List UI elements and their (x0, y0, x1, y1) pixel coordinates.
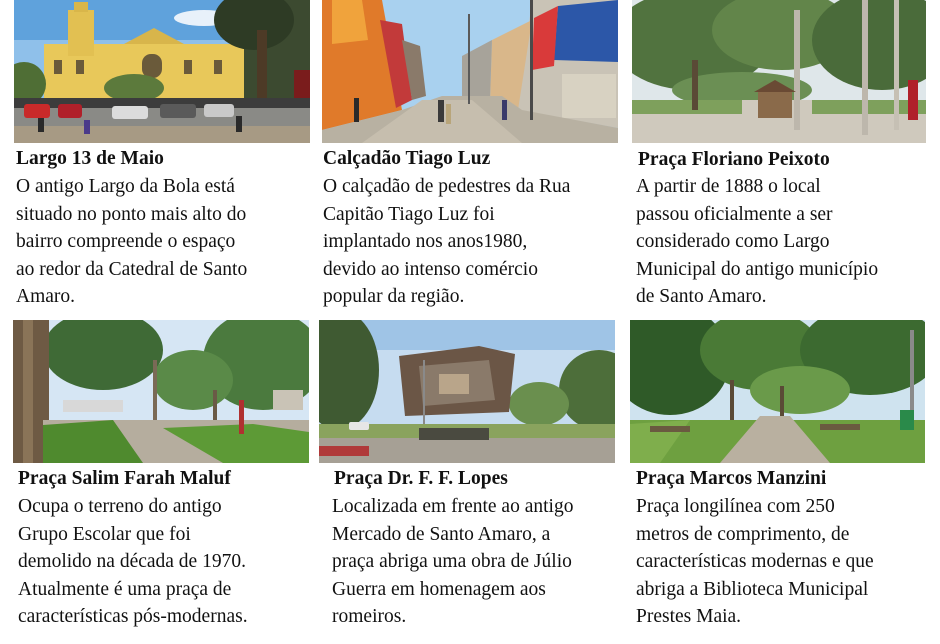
description-line: Ocupa o terreno do antigo (18, 496, 222, 517)
description-line: praça abriga uma obra de Júlio (332, 551, 572, 572)
card-description (636, 173, 878, 311)
description-line: de Santo Amaro. (636, 286, 767, 307)
description-line: Municipal do antigo município (636, 258, 879, 280)
description-line: características modernas e que (636, 551, 874, 572)
description-line: características pós-modernas. (18, 606, 248, 627)
description-line: Guerra em homenagem aos (332, 578, 546, 600)
photo-largo-13-de-maio (14, 0, 310, 143)
photo-praca-marcos-manzini (630, 320, 925, 463)
description-line: Prestes Maia. (636, 606, 742, 627)
description-line: Grupo Escolar que foi (18, 523, 191, 545)
description-line: romeiros. (332, 606, 407, 627)
photo-praca-dr-f-f-lopes (319, 320, 615, 463)
description-line: devido ao intenso comércio (323, 258, 538, 280)
description-line: demolido na década de 1970. (18, 551, 246, 572)
card-title: Praça Salim Farah Maluf (18, 468, 231, 489)
description-line: Amaro. (16, 286, 76, 307)
description-line: Localizada em frente ao antigo (332, 496, 574, 517)
description-line: abriga a Biblioteca Municipal (636, 578, 869, 600)
description-line: A partir de 1888 o local (636, 176, 821, 197)
card-description (18, 493, 248, 631)
description-line: Mercado de Santo Amaro, a (332, 523, 551, 545)
card-description (636, 493, 874, 631)
photo-praca-floriano-peixoto (632, 0, 926, 143)
description-line: ao redor da Catedral de Santo (16, 258, 248, 280)
description-line: O antigo Largo da Bola está (16, 176, 235, 197)
card-title: Calçadão Tiago Luz (323, 148, 491, 169)
description-line: passou oficialmente a ser (636, 203, 833, 225)
card-description (332, 493, 573, 631)
description-line: metros de comprimento, de (636, 523, 850, 545)
description-line: considerado como Largo (636, 231, 830, 252)
card-title: Praça Floriano Peixoto (638, 149, 830, 170)
photo-praca-salim-farah-maluf (13, 320, 309, 463)
card-title: Largo 13 de Maio (16, 148, 164, 169)
description-line: bairro compreende o espaço (16, 231, 236, 252)
photo-calcadao-tiago-luz (322, 0, 618, 143)
description-line: implantado nos anos1980, (323, 231, 528, 252)
description-line: Praça longilínea com 250 (636, 496, 835, 517)
card-title: Praça Dr. F. F. Lopes (334, 468, 508, 489)
card-title: Praça Marcos Manzini (636, 468, 827, 489)
description-line: Capitão Tiago Luz foi (323, 203, 495, 225)
description-line: O calçadão de pedestres da Rua (323, 176, 571, 197)
card-description (323, 173, 570, 311)
card-description (16, 173, 247, 311)
description-line: situado no ponto mais alto do (16, 203, 247, 225)
description-line: Atualmente é uma praça de (18, 578, 232, 600)
description-line: popular da região. (323, 286, 465, 307)
